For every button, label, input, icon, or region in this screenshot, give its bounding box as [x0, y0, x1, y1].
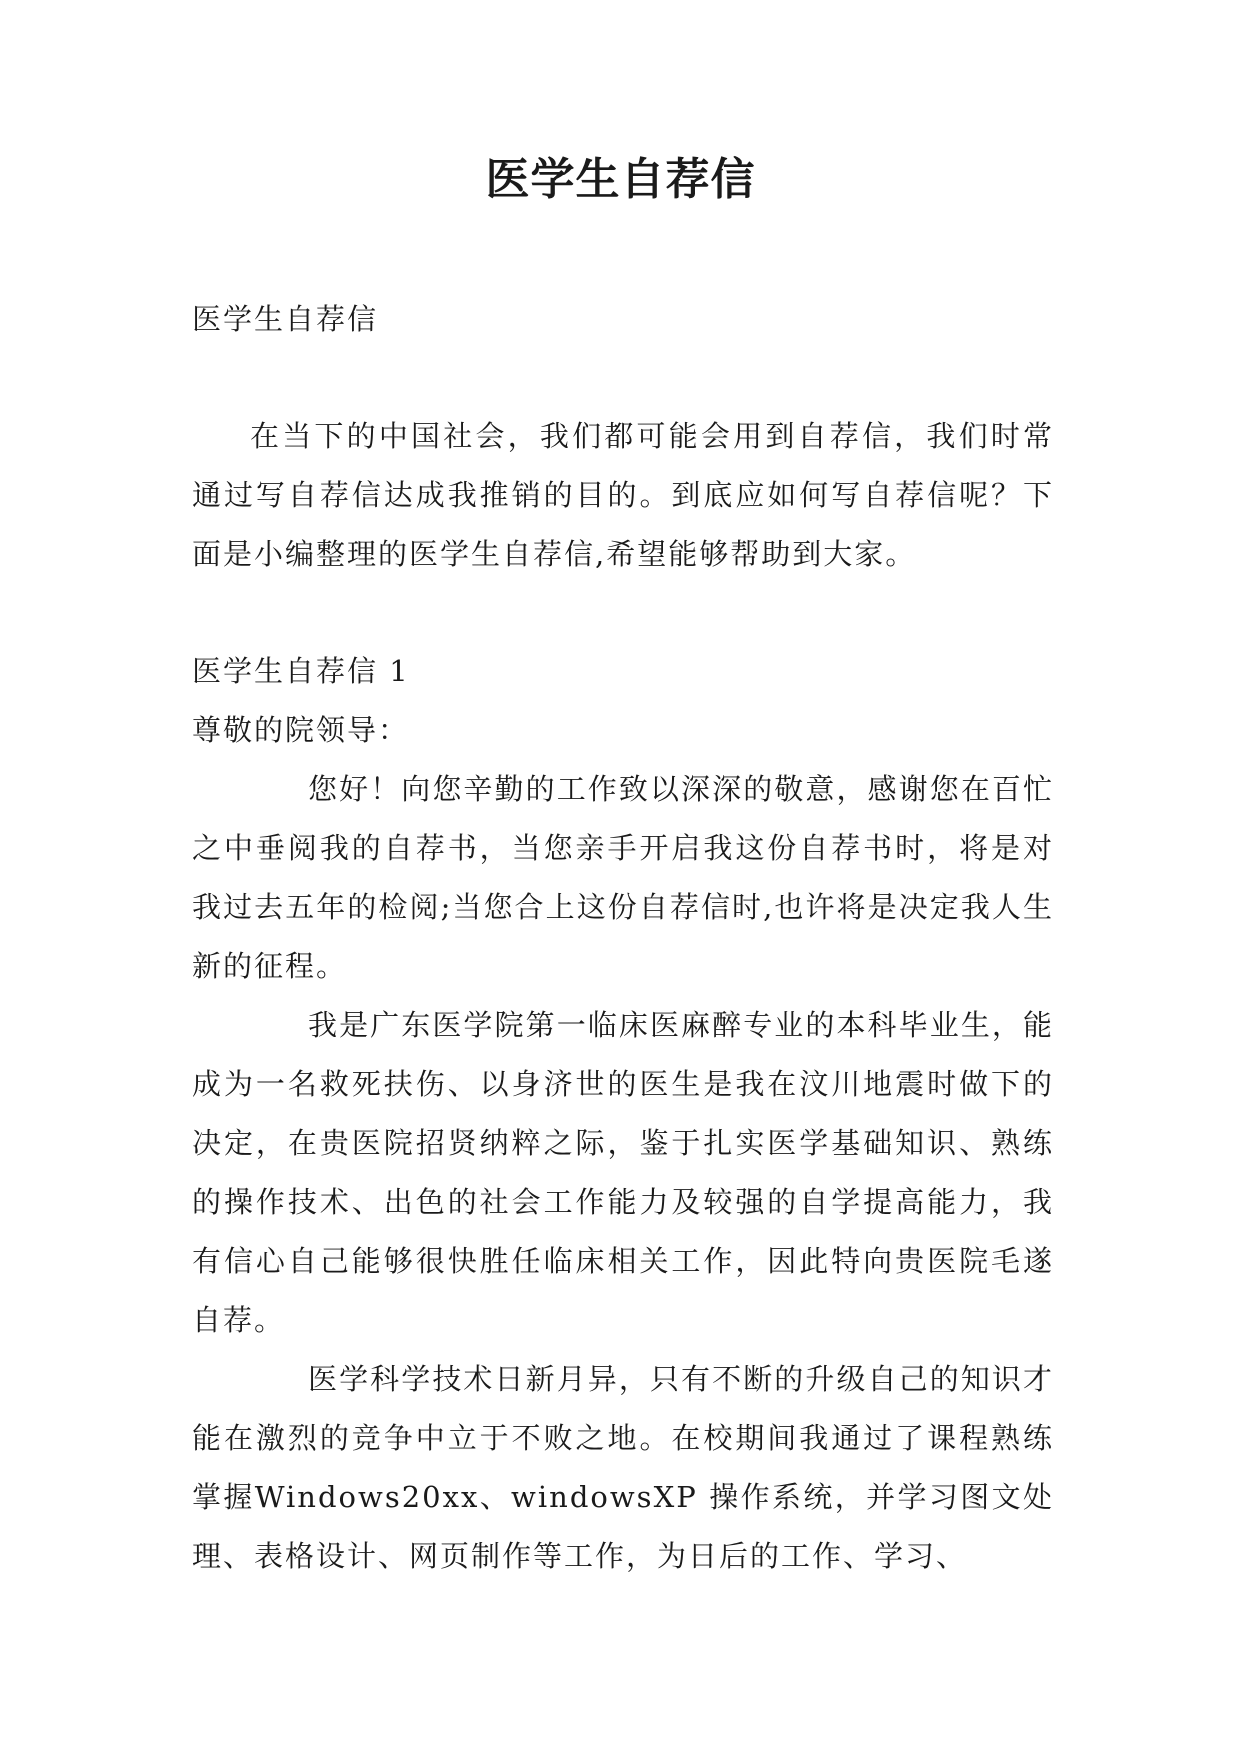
body-paragraph-1: 您好！向您辛勤的工作致以深深的敬意，感谢您在百忙之中垂阅我的自荐书，当您亲手开启我这份自荐书时，将是对我过去五年的检阅;当您合上这份自荐信时,也许将是决定我人生新的征程。 — [192, 772, 1054, 983]
section-heading: 医学生自荐信 1 — [192, 654, 410, 688]
document-title: 医学生自荐信 — [485, 154, 756, 205]
body-paragraph-2: 我是广东医学院第一临床医麻醉专业的本科毕业生，能成为一名救死扶伤、以身济世的医生是我在汶川地震时做下的决定，在贵医院招贤纳粹之际，鉴于扎实医学基础知识、熟练的操作技术、出色的社会工作能力及较强的自学提高能力，我有信心自己能够很快胜任临床相关工作，因此特向贵医院毛遂自荐。 — [192, 1008, 1054, 1337]
intro-paragraph: 在当下的中国社会，我们都可能会用到自荐信，我们时常通过写自荐信达成我推销的目的。到底应如何写自荐信呢？下面是小编整理的医学生自荐信,希望能够帮助到大家。 — [192, 419, 1054, 571]
document-subtitle: 医学生自荐信 — [192, 302, 379, 336]
body-paragraph-3: 医学科学技术日新月异，只有不断的升级自己的知识才能在激烈的竞争中立于不败之地。在校期间我通过了课程熟练掌握Windows20xx、windowsXP 操作系统，并学习图文处理、表格设计、网页制作等工作，为日后的工作、学习、 — [192, 1362, 1054, 1573]
salutation: 尊敬的院领导： — [192, 713, 410, 747]
document-body — [192, 290, 1054, 1586]
